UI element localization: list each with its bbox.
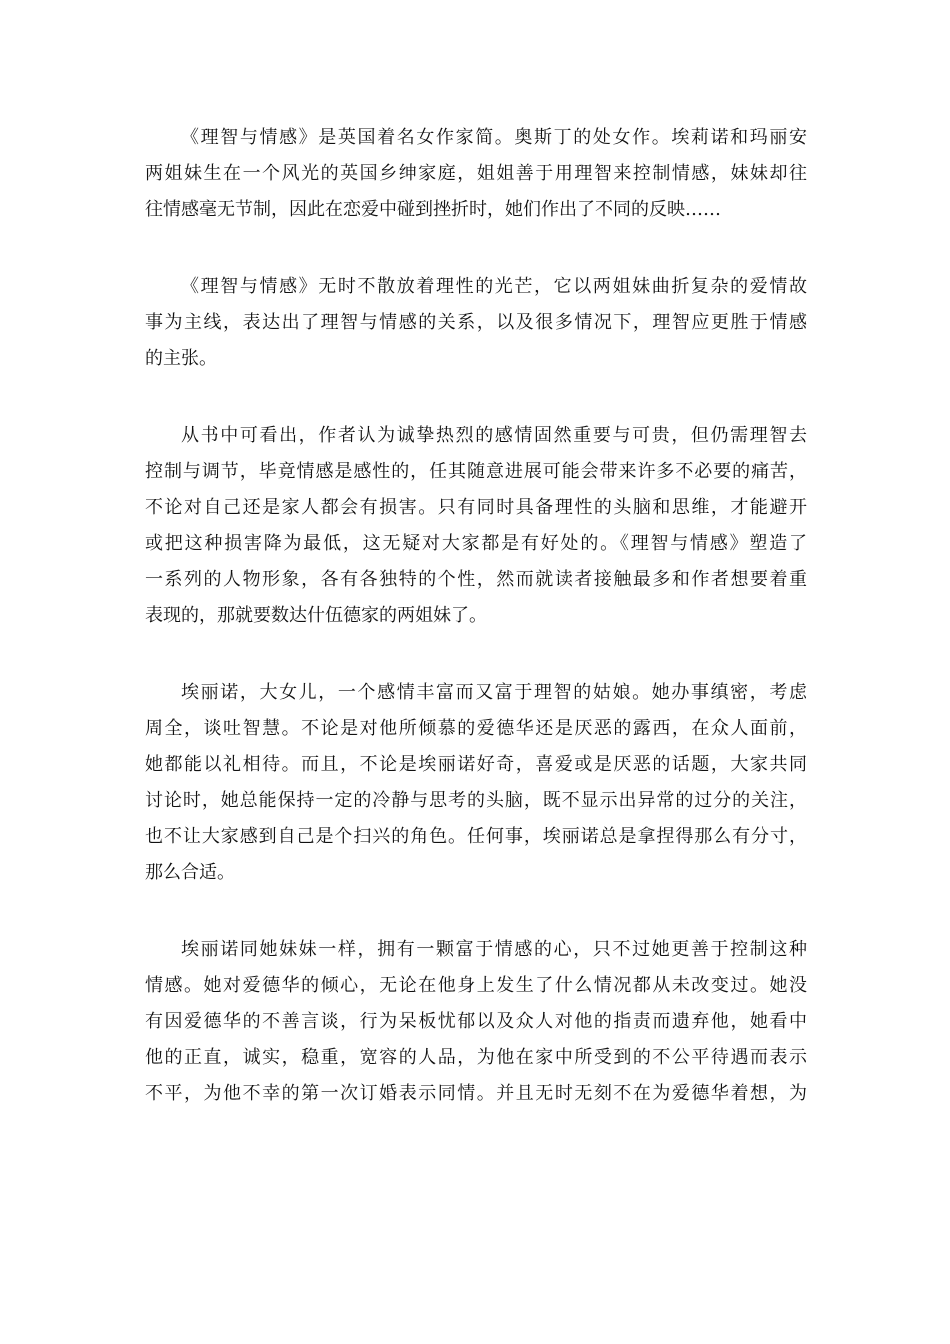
text-line: 或把这种损害降为最低，这无疑对大家都是有好处的。《理智与情感》塑造了 — [145, 533, 807, 554]
text-line: 表现的，那就要数达什伍德家的两姐妹了。 — [145, 605, 487, 626]
text-line: 不平，为他不幸的第一次订婚表示同情。并且无时无刻不在为爱德华着想，为 — [145, 1083, 807, 1104]
text-line: 《理智与情感》无时不散放着理性的光芒，它以两姐妹曲折复杂的爱情故 — [181, 276, 807, 297]
text-line: 周全，谈吐智慧。不论是对他所倾慕的爱德华还是厌恶的露西，在众人面前， — [145, 718, 807, 739]
text-line: 从书中可看出，作者认为诚挚热烈的感情固然重要与可贵，但仍需理智去 — [181, 425, 807, 446]
text-line: 不论对自己还是家人都会有损害。只有同时具备理性的头脑和思维，才能避开 — [145, 497, 807, 518]
text-line: 讨论时，她总能保持一定的冷静与思考的头脑，既不显示出异常的过分的关注， — [145, 790, 807, 811]
text-line: 埃丽诺，大女儿，一个感情丰富而又富于理智的姑娘。她办事缜密，考虑 — [181, 682, 807, 703]
text-line: 的主张。 — [145, 348, 217, 369]
text-line: 两姐妹生在一个风光的英国乡绅家庭，姐姐善于用理智来控制情感，妹妹却往 — [145, 163, 807, 184]
text-line: 往情感毫无节制，因此在恋爱中碰到挫折时，她们作出了不同的反映…… — [145, 199, 721, 220]
text-line: 控制与调节，毕竟情感是感性的，任其随意进展可能会带来许多不必要的痛苦， — [145, 461, 807, 482]
text-line: 一系列的人物形象，各有各独特的个性，然而就读者接触最多和作者想要着重 — [145, 569, 807, 590]
text-line: 那么合适。 — [145, 862, 235, 883]
text-line: 有因爱德华的不善言谈，行为呆板忧郁以及众人对他的指责而遗弃他，她看中 — [145, 1011, 807, 1032]
paragraph-4 — [145, 675, 807, 891]
paragraph-1 — [145, 120, 807, 228]
text-line: 事为主线，表达出了理智与情感的关系，以及很多情况下，理智应更胜于情感 — [145, 312, 807, 333]
text-line: 他的正直，诚实，稳重，宽容的人品，为他在家中所受到的不公平待遇而表示 — [145, 1047, 807, 1068]
text-line: 她都能以礼相待。而且，不论是埃丽诺好奇，喜爱或是厌恶的话题，大家共同 — [145, 754, 807, 775]
text-line: 也不让大家感到自己是个扫兴的角色。任何事，埃丽诺总是拿捏得那么有分寸， — [145, 826, 807, 847]
text-line: 情感。她对爱德华的倾心，无论在他身上发生了什么情况都从未改变过。她没 — [145, 975, 807, 996]
text-line: 《理智与情感》是英国着名女作家简。奥斯丁的处女作。埃莉诺和玛丽安 — [181, 127, 807, 148]
paragraph-2 — [145, 269, 807, 377]
text-line: 埃丽诺同她妹妹一样，拥有一颗富于情感的心，只不过她更善于控制这种 — [181, 939, 807, 960]
document-body — [145, 120, 807, 1153]
paragraph-3 — [145, 418, 807, 634]
paragraph-5 — [145, 932, 807, 1112]
